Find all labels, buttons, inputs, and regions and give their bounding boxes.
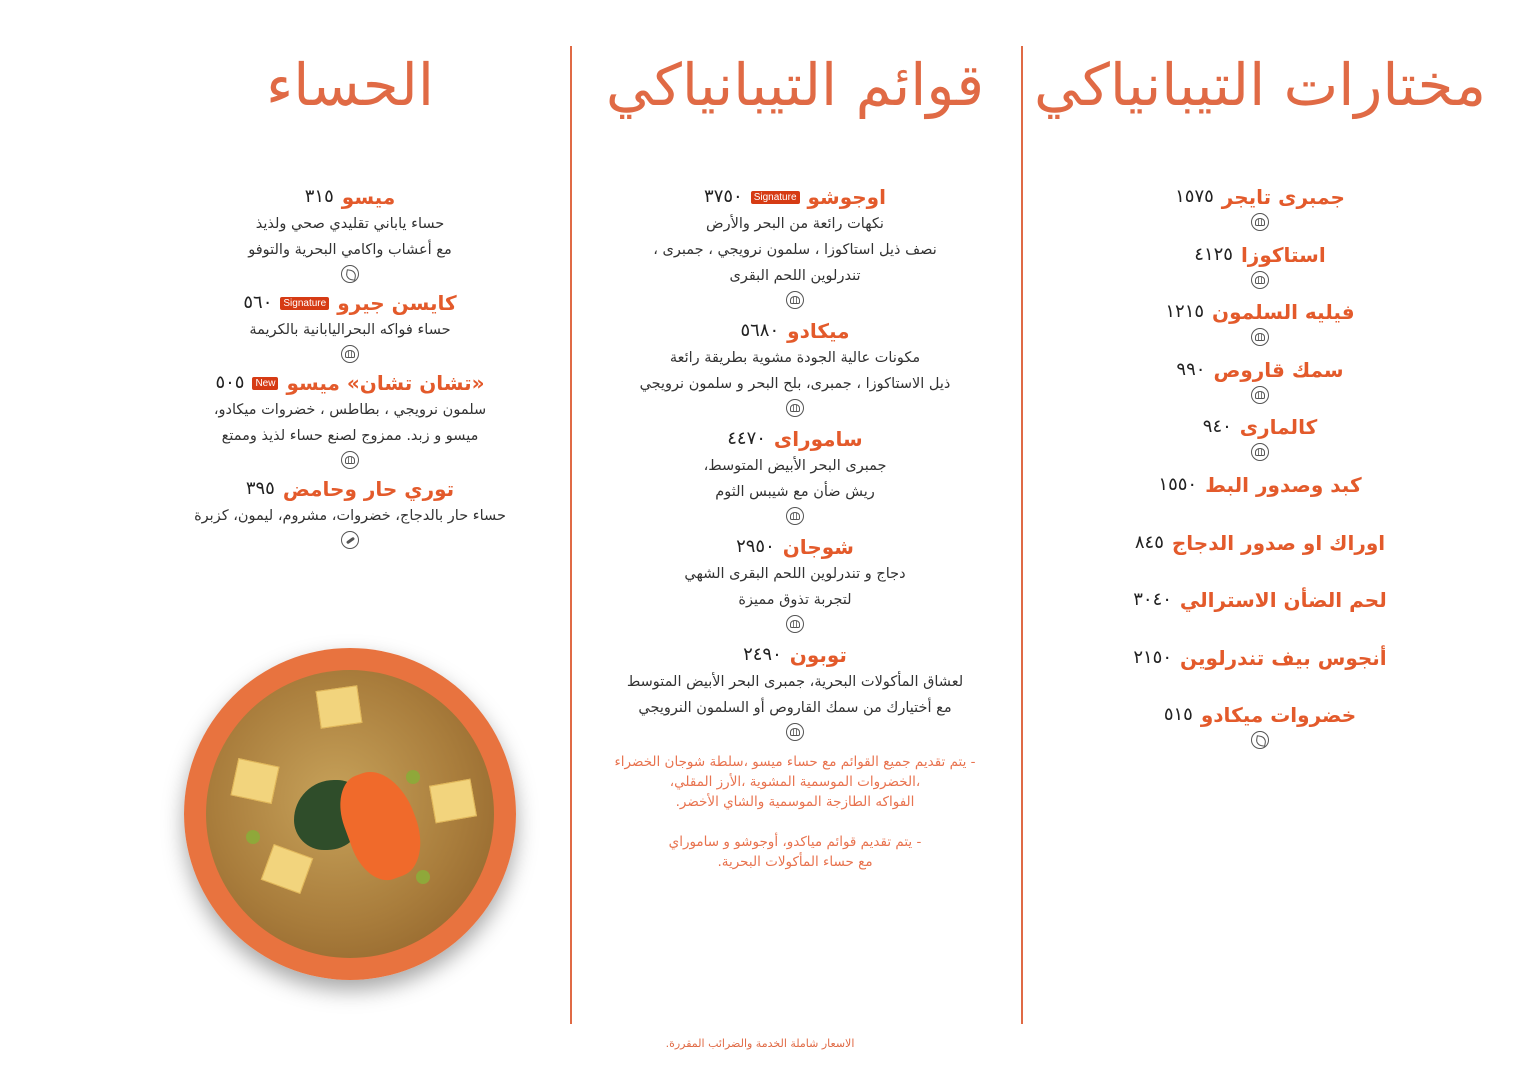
menu-item-price: ٢١٥٠ — [1133, 646, 1173, 668]
menu-item-description: مع أختيارك من سمك القاروص أو السلمون النرويجي — [638, 700, 952, 716]
menu-item-icon-row — [1030, 729, 1490, 753]
menu-item-price: ٤٤٧٠ — [727, 428, 766, 449]
menu-item-price: ١٢١٥ — [1165, 301, 1205, 323]
menu-item-price: ٥٦٠ — [243, 292, 273, 313]
menu-item — [1030, 644, 1490, 702]
broccoli-floret — [406, 770, 420, 784]
menu-item-header — [1165, 298, 1354, 326]
shell-icon — [786, 615, 804, 633]
column-divider-right — [1021, 46, 1023, 1024]
menu-item-name: توري حار وحامض — [282, 477, 455, 501]
menu-item-header — [1203, 413, 1317, 441]
serving-note-line: الفواكه الطازجة الموسمية والشاي الأخضر. — [675, 794, 915, 810]
menu-item — [580, 425, 1010, 529]
menu-item-header — [1176, 356, 1343, 384]
menu-item-description: ذيل الاستاكوزا ، جمبرى، بلح البحر و سلمون نرويجي — [639, 376, 951, 392]
menu-item-header — [246, 475, 454, 503]
menu-item-price: ١٥٥٠ — [1158, 473, 1198, 495]
menu-item — [1030, 586, 1490, 644]
shell-icon — [1251, 328, 1269, 346]
menu-item-description: حساء فواكه البحراليابانية بالكريمة — [249, 322, 451, 338]
menu-item-price: ٣١٥ — [304, 186, 334, 207]
menu-item-icon-row — [150, 263, 550, 287]
menu-item-name: «تشان تشان» ميسو — [286, 371, 485, 395]
serving-note-line: - يتم تقديم قوائم مياكدو، أوجوشو و ساموراي — [668, 834, 922, 850]
menu-item-name: كبد وصدور البط — [1205, 472, 1362, 497]
menu-item-description: نصف ذيل استاكوزا ، سلمون نرويجي ، جمبرى ، — [653, 242, 937, 258]
menu-item-icon-row — [580, 613, 1010, 637]
menu-item-description: لعشاق المأكولات البحرية، جمبرى البحر الأبيض المتوسط — [626, 674, 964, 690]
menu-item-name: ساموراى — [773, 427, 863, 451]
menu-item-header — [727, 425, 862, 453]
menu-item-name: خضروات ميكادو — [1200, 703, 1357, 728]
menu-items — [580, 183, 1010, 749]
badge-new: New — [252, 377, 278, 390]
menu-item — [150, 289, 550, 367]
menu-item-name: لحم الضأن الاسترالي — [1179, 588, 1387, 613]
price-footnote: الاسعار شاملة الخدمة والضرائب المقررة. — [665, 1037, 855, 1050]
menu-item-price: ٣٩٥ — [245, 478, 275, 499]
menu-item — [1030, 471, 1490, 529]
menu-item — [580, 317, 1010, 421]
menu-item-header — [704, 183, 886, 211]
column-title: قوائم التيبانياكي — [605, 51, 985, 119]
menu-item-description: حساء حار بالدجاج، خضروات، مشروم، ليمون، كزبرة — [194, 508, 506, 524]
menu-item-description: سلمون نرويجي ، بطاطس ، خضروات ميكادو، — [213, 402, 487, 418]
menu-item-icon-row — [150, 449, 550, 473]
menu-item-header — [1175, 183, 1345, 211]
shell-icon — [1251, 213, 1269, 231]
menu-item-name: ميكادو — [787, 319, 850, 343]
menu-item-price: ٩٩٠ — [1176, 358, 1206, 380]
shell-icon — [1251, 271, 1269, 289]
menu-item-price: ٣٧٥٠ — [704, 186, 743, 207]
menu-item — [1030, 241, 1490, 299]
badge-signature: Signature — [280, 297, 329, 310]
tofu-cube — [261, 844, 313, 894]
menu-item-icon-row — [1030, 441, 1490, 465]
menu-items — [1030, 183, 1490, 759]
menu-item — [150, 475, 550, 553]
menu-item-header — [243, 289, 456, 317]
menu-item — [150, 183, 550, 287]
menu-item-description: جمبرى البحر الأبيض المتوسط، — [703, 458, 887, 474]
menu-item — [1030, 356, 1490, 414]
menu-item — [1030, 298, 1490, 356]
menu-item-description: مكونات عالية الجودة مشوية بطريقة رائعة — [669, 350, 921, 366]
menu-item-name: كالمارى — [1239, 415, 1318, 440]
shell-icon — [786, 399, 804, 417]
menu-item-name: ميسو — [341, 185, 396, 209]
menu-item-icon-row — [1030, 326, 1490, 350]
column-title: الحساء — [266, 51, 434, 119]
menu-item-price: ٢٩٥٠ — [736, 536, 775, 557]
tofu-cube — [429, 779, 477, 824]
serving-note-line: مع حساء المأكولات البحرية. — [717, 854, 873, 870]
broccoli-floret — [246, 830, 260, 844]
teppanyaki-sets-column — [580, 0, 1010, 1040]
menu-item — [580, 641, 1010, 745]
menu-item-description: مع أعشاب واكامي البحرية والتوفو — [248, 242, 452, 258]
menu-item-description: ميسو و زبد. ممزوج لصنع حساء لذيذ وممتع — [221, 428, 479, 444]
column-title: مختارات التيبانياكي — [1033, 51, 1487, 119]
menu-item-header — [1133, 644, 1386, 672]
menu-items — [150, 183, 550, 555]
menu-item-name: جمبرى تايجر — [1221, 185, 1345, 209]
menu-item-icon-row — [580, 289, 1010, 313]
broccoli-floret — [416, 870, 430, 884]
menu-item-price: ٤١٢٥ — [1194, 243, 1233, 265]
menu-item-icon-row — [580, 505, 1010, 529]
teppanyaki-selections-column — [1030, 0, 1490, 1040]
menu-item-header — [1194, 241, 1325, 269]
serving-note — [580, 752, 1010, 812]
menu-item-icon-row — [1030, 384, 1490, 408]
menu-item-header — [1164, 701, 1356, 729]
serving-note-line: ،الخضروات الموسمية المشوية ،الأرز المقلي، — [669, 774, 921, 790]
menu-item-icon-row — [580, 397, 1010, 421]
menu-item-header — [740, 317, 849, 345]
tofu-cube — [316, 685, 363, 728]
shell-icon — [1251, 386, 1269, 404]
menu-item-price: ٣٠٤٠ — [1133, 589, 1172, 611]
leaf-icon — [341, 265, 359, 283]
shell-icon — [1251, 443, 1269, 461]
menu-item — [1030, 413, 1490, 471]
menu-item-header — [215, 369, 484, 397]
menu-item-description: دجاج و تندرلوين اللحم البقرى الشهي — [684, 566, 906, 582]
menu-item-price: ٢٤٩٠ — [743, 644, 782, 665]
menu-item-icon-row — [150, 343, 550, 367]
shell-icon — [341, 451, 359, 469]
menu-item-name: فيليه السلمون — [1212, 300, 1355, 325]
shell-icon — [341, 345, 359, 363]
badge-signature: Signature — [751, 191, 800, 204]
menu-item-description: تندرلوين اللحم البقرى — [729, 268, 861, 284]
menu-item-description: حساء ياباني تقليدي صحي ولذيذ — [255, 216, 445, 232]
menu-item-name: استاكوزا — [1240, 242, 1326, 267]
menu-item-icon-row — [150, 529, 550, 553]
menu-item-header — [1158, 471, 1361, 499]
menu-item-price: ١٥٧٥ — [1175, 186, 1214, 207]
column-divider-left — [570, 46, 572, 1024]
menu-item-icon-row — [1030, 211, 1490, 235]
menu-item-description: ريش ضأن مع شيبس الثوم — [715, 484, 875, 500]
menu-item-name: شوجان — [782, 535, 854, 559]
leaf-icon — [1251, 731, 1269, 749]
menu-item-header — [743, 641, 847, 669]
serving-notes — [580, 752, 1010, 892]
menu-item — [1030, 529, 1490, 587]
menu-item-price: ٩٤٠ — [1202, 416, 1232, 438]
chili-icon — [341, 531, 359, 549]
menu-item-header — [1133, 586, 1386, 614]
menu-item-price: ٥٦٨٠ — [740, 320, 780, 341]
menu-item — [580, 183, 1010, 313]
soup-broth — [206, 670, 494, 958]
tofu-cube — [231, 758, 280, 804]
serving-note-line: - يتم تقديم جميع القوائم مع حساء ميسو ،سلطة شوجان الخضراء — [614, 754, 976, 770]
menu-item-header — [736, 533, 854, 561]
menu-item-header — [305, 183, 395, 211]
menu-item — [1030, 701, 1490, 759]
menu-item-name: سمك قاروص — [1213, 357, 1344, 382]
menu-item-icon-row — [1030, 269, 1490, 293]
menu-item-name: كايسن جيرو — [337, 291, 457, 315]
menu-item-icon-row — [580, 721, 1010, 745]
menu-item-price: ٥٠٥ — [215, 372, 245, 393]
menu-item-name: توبون — [789, 643, 847, 667]
serving-note — [580, 832, 1010, 872]
menu-item — [150, 369, 550, 473]
menu-item-name: اوراك او صدور الدجاج — [1171, 530, 1386, 555]
menu-item-name: اوجوشو — [807, 185, 886, 209]
miso-soup-bowl-image — [184, 648, 516, 980]
menu-item-header — [1135, 529, 1385, 557]
shell-icon — [786, 507, 804, 525]
menu-item — [580, 533, 1010, 637]
shell-icon — [786, 723, 804, 741]
menu-item-name: أنجوس بيف تندرلوين — [1180, 645, 1387, 670]
menu-item-description: نكهات رائعة من البحر والأرض — [706, 216, 884, 232]
menu-item-price: ٥١٥ — [1163, 704, 1193, 726]
menu-item-price: ٨٤٥ — [1134, 531, 1164, 553]
menu-item-description: لتجربة تذوق مميزة — [738, 592, 852, 608]
menu-item — [1030, 183, 1490, 241]
shell-icon — [786, 291, 804, 309]
